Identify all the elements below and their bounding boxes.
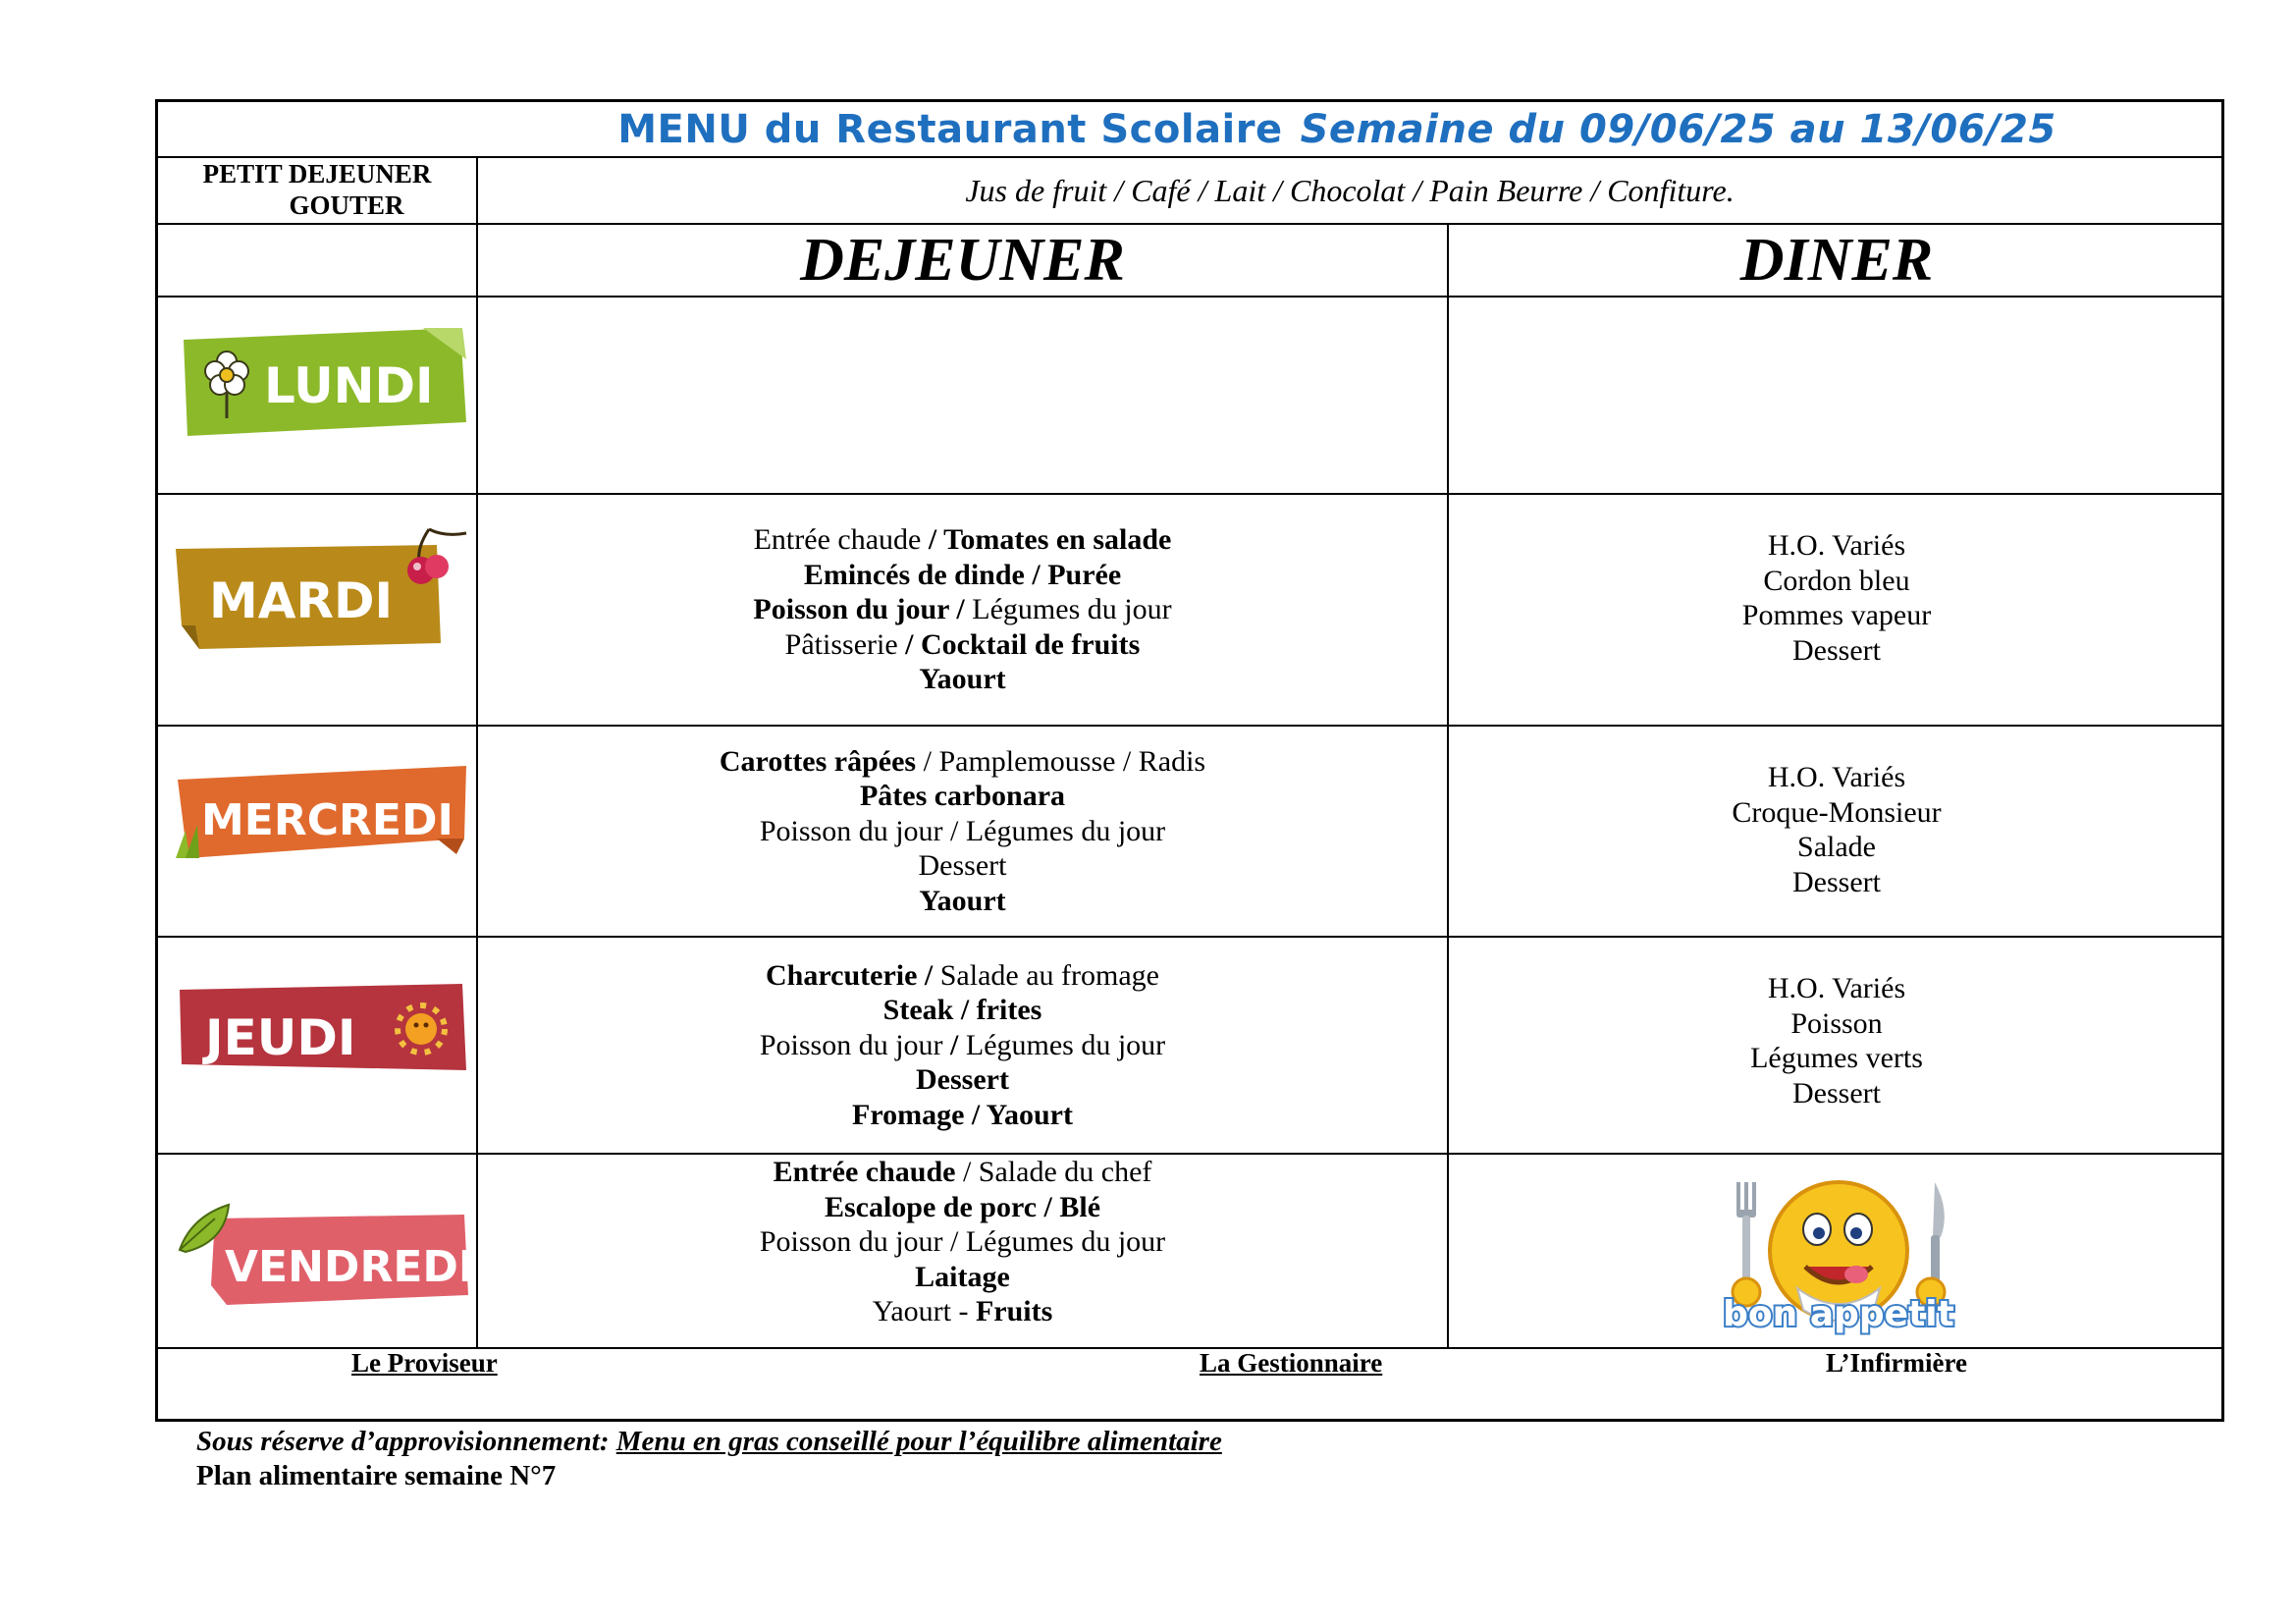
day-label-lundi: LUNDI (264, 357, 434, 414)
day-badge-vendredi (172, 1199, 476, 1317)
lunch-dish-line (760, 1224, 1165, 1260)
dinner-dish-line: Dessert (1792, 865, 1881, 898)
lunch-dish-line (852, 1098, 1073, 1133)
signature-gestionnaire: La Gestionnaire (1200, 1348, 1383, 1378)
dish-segment: Emincés de dinde / Purée (803, 558, 1122, 591)
dish-segment: Légumes du jour (958, 1028, 1166, 1061)
lunch-dish-line (919, 884, 1005, 919)
lunch-dish-line (804, 558, 1121, 593)
dish-segment: Légumes du jour (972, 593, 1172, 626)
lunch-cell-lundi (478, 298, 1447, 493)
lunch-dish-line (915, 1260, 1010, 1295)
lunch-dish-line (919, 662, 1005, 697)
dish-segment: Poisson du jour / Légumes du jour (759, 1225, 1166, 1258)
dinner-dish-line: H.O. Variés (1767, 972, 1906, 1004)
dish-segment: / Pamplemousse / Radis (916, 744, 1206, 778)
footer-reserve-note: Menu en gras conseillé pour l’équilibre alimentaire (615, 1426, 1222, 1457)
dish-segment: Laitage (915, 1260, 1010, 1293)
day-label-jeudi: JEUDI (205, 1009, 356, 1066)
lunch-dish-line (785, 627, 1141, 663)
dish-segment: / Salade du chef (955, 1156, 1152, 1188)
bon-appetit-caption: bon appetit (1723, 1294, 1954, 1334)
dish-segment: Charcuterie / (766, 958, 940, 992)
dish-segment: / Tomates en salade (921, 523, 1172, 557)
lunch-dish-line (753, 592, 1171, 627)
dish-segment: / (950, 1028, 959, 1061)
dish-segment: Fruits (975, 1295, 1053, 1327)
dish-segment: Carottes râpées (719, 744, 917, 778)
breakfast-content: Jus de fruit / Café / Lait / Chocolat / Pain Beurre / Confiture. (965, 172, 1735, 208)
dinner-dish-line: Légumes verts (1750, 1042, 1923, 1074)
day-label-mardi: MARDI (209, 572, 394, 629)
footer-reserve (196, 1426, 1222, 1458)
bon-appetit-smiley (1709, 1172, 1964, 1344)
lunch-cell-vendredi (478, 1155, 1447, 1347)
signature-proviseur: Le Proviseur (351, 1348, 498, 1378)
dinner-cell-mercredi (1449, 727, 2224, 936)
dinner-dish-line: Salade (1797, 831, 1876, 863)
day-badge-mercredi (172, 760, 476, 868)
dish-segment: Yaourt - (872, 1295, 976, 1327)
lunch-cell-jeudi (478, 938, 1447, 1153)
dish-segment: Poisson du jour (759, 1028, 951, 1061)
column-header-lunch: DEJEUNER (800, 226, 1125, 294)
dinner-dish-line: Dessert (1792, 633, 1881, 667)
lunch-dish-line (919, 848, 1007, 884)
dinner-dish-line: Poisson (1790, 1006, 1883, 1040)
breakfast-label (158, 158, 476, 223)
title-main: MENU du Restaurant Scolaire (617, 106, 1283, 152)
title-week: Semaine du 09/06/25 au 13/06/25 (1300, 106, 2056, 152)
dish-segment: / Cocktail de fruits (905, 627, 1141, 661)
dish-segment: Pâtes carbonara (859, 780, 1066, 813)
dinner-cell-lundi (1449, 298, 2224, 493)
dish-segment: Steak / frites (882, 994, 1042, 1027)
lunch-dish-line (774, 1155, 1152, 1190)
lunch-cell-mercredi (478, 727, 1447, 936)
dish-segment: Entrée chaude (773, 1156, 956, 1188)
dish-segment: Yaourt (919, 663, 1006, 696)
dish-segment: Poisson du jour / (753, 593, 973, 626)
day-badge-jeudi (172, 976, 476, 1084)
dinner-dish-line: Dessert (1792, 1076, 1881, 1110)
lunch-dish-line (825, 1190, 1100, 1225)
dinner-dish-line: Pommes vapeur (1741, 599, 1932, 631)
day-label-vendredi: VENDREDI (225, 1242, 475, 1292)
lunch-dish-line (873, 1294, 1053, 1329)
knife-icon (1931, 1182, 1945, 1290)
dish-segment: Dessert (916, 1063, 1009, 1097)
signature-infirmiere: L’Infirmière (1826, 1348, 1967, 1378)
lunch-dish-line (766, 958, 1159, 994)
footer-plan: Plan alimentaire semaine N°7 (196, 1460, 557, 1491)
lunch-dish-line (916, 1062, 1009, 1098)
dish-segment: Fromage / Yaourt (852, 1098, 1073, 1131)
dish-segment: Salade au fromage (939, 958, 1159, 992)
lunch-dish-line (860, 779, 1065, 814)
lunch-dish-line (760, 1028, 1165, 1063)
lunch-cell-mardi (478, 495, 1447, 725)
dinner-dish-line: Croque-Monsieur (1732, 795, 1942, 829)
fork-icon (1736, 1182, 1756, 1284)
footer-reserve-prefix: Sous réserve d’approvisionnement: (196, 1426, 616, 1457)
day-badge-mardi (172, 527, 476, 655)
day-badge-lundi (178, 320, 472, 438)
dish-segment: Dessert (918, 849, 1007, 883)
dinner-dish-line: H.O. Variés (1767, 761, 1906, 793)
column-header-dinner: DINER (1739, 226, 1934, 294)
dish-segment: Yaourt (919, 884, 1006, 917)
lunch-dish-line (720, 744, 1205, 780)
dish-segment: Poisson du jour / Légumes du jour (759, 814, 1166, 847)
menu-sheet (155, 99, 2224, 1422)
breakfast-label-line1: PETIT DEJEUNER (202, 159, 432, 189)
dinner-cell-mardi (1449, 495, 2224, 725)
breakfast-label-line2: GOUTER (289, 190, 404, 220)
lunch-dish-line (754, 522, 1172, 558)
dish-segment: Escalope de porc / Blé (824, 1190, 1101, 1223)
lunch-dish-line (883, 993, 1042, 1028)
dinner-dish-line: H.O. Variés (1767, 529, 1906, 562)
dinner-cell-jeudi (1449, 938, 2224, 1153)
day-label-mercredi: MERCREDI (201, 795, 454, 845)
dinner-dish-line: Cordon bleu (1763, 564, 1910, 597)
menu-title (158, 102, 2221, 156)
dish-segment: Entrée chaude (753, 523, 922, 557)
dish-segment: Pâtisserie (784, 627, 906, 661)
lunch-dish-line (760, 814, 1165, 849)
